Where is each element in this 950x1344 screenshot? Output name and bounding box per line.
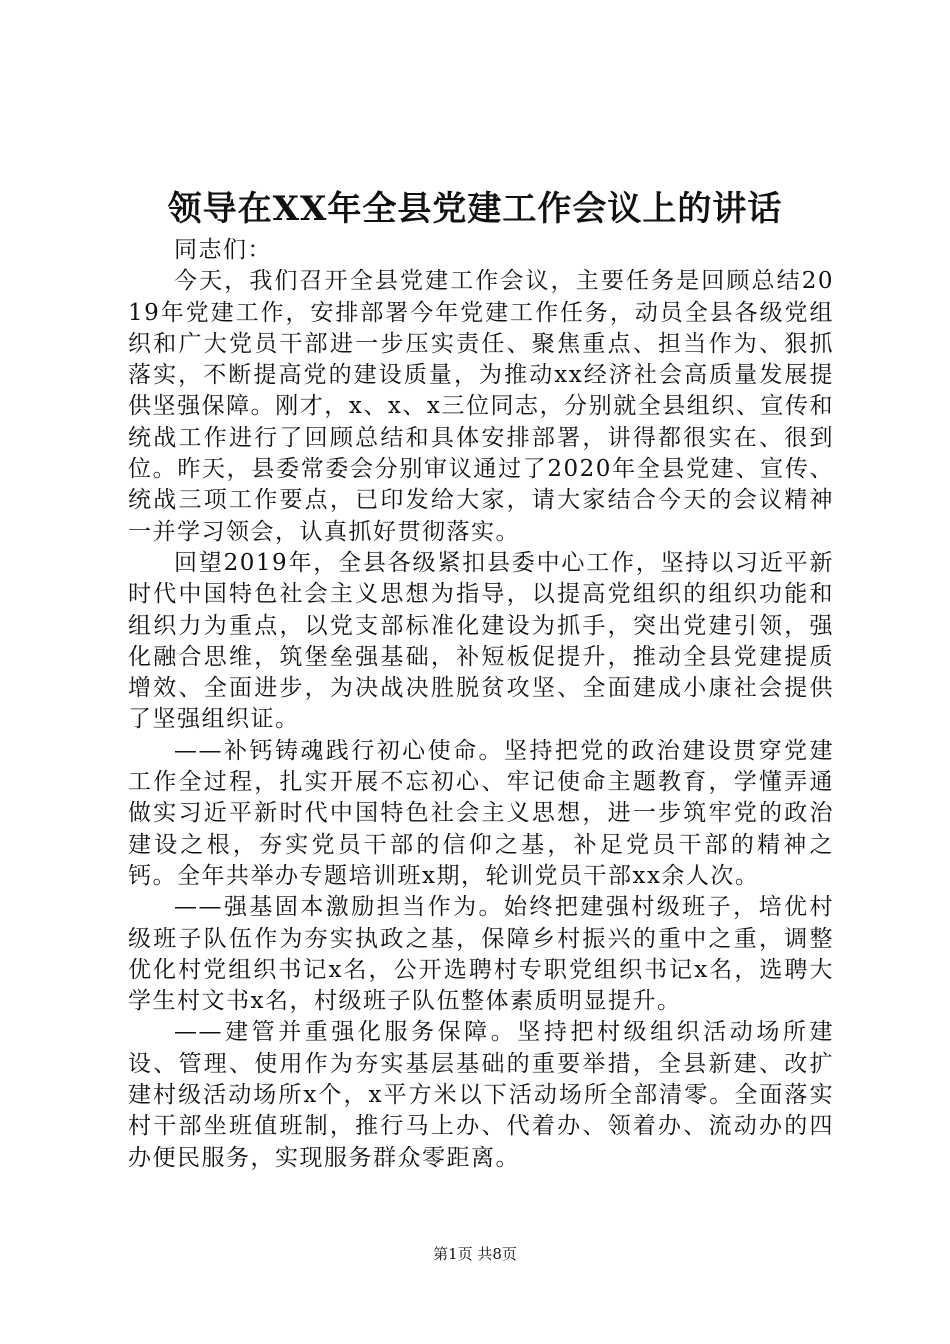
paragraph-4: ——强基固本激励担当作为。始终把建强村级班子，培优村级班子队伍作为夯实执政之基，保障乡村振兴的重中之重，调整优化村党组织书记x名，公开选聘村专职党组织书记x名，选聘大学生村文书x名，村级班子队伍整体素质明显提升。 <box>128 894 834 1015</box>
paragraph-1: 今天，我们召开全县党建工作会议，主要任务是回顾总结2019年党建工作，安排部署今年党建工作任务，动员全县各级党组织和广大党员干部进一步压实责任、聚焦重点、担当作为、狠抓落实，不断提高党的建设质量，为推动xx经济社会高质量发展提供坚强保障。刚才，x、x、x三位同志，分别就全县组织、宣传和统战工作进行了回顾总结和具体安排部署，讲得都很实在、很到位。昨天，县委常委会分别审议通过了2020年全县党建、宣传、统战三项工作要点，已印发给大家，请大家结合今天的会议精神一并学习领会，认真抓好贯彻落实。 <box>128 268 834 545</box>
page-number: 第1页 共8页 <box>433 1245 517 1263</box>
salutation: 同志们： <box>174 237 272 263</box>
document-title: 领导在XX年全县党建工作会议上的讲话 <box>167 189 783 229</box>
paragraph-2: 回望2019年，全县各级紧扣县委中心工作，坚持以习近平新时代中国特色社会主义思想为指导，以提高党组织的组织功能和组织力为重点，以党支部标准化建设为抓手，突出党建引领，强化融合思维，筑堡垒强基础，补短板促提升，推动全县党建提质增效、全面进步，为决战决胜脱贫攻坚、全面建成小康社会提供了坚强组织证。 <box>128 549 834 733</box>
paragraph-3: ——补钙铸魂践行初心使命。坚持把党的政治建设贯穿党建工作全过程，扎实开展不忘初心、牢记使命主题教育，学懂弄通做实习近平新时代中国特色社会主义思想，进一步筑牢党的政治建设之根，夯实党员干部的信仰之基，补足党员干部的精神之钙。全年共举办专题培训班x期，轮训党员干部xx余人次。 <box>128 737 834 889</box>
page-footer <box>0 1244 950 1264</box>
paragraph-5: ——建管并重强化服务保障。坚持把村级组织活动场所建设、管理、使用作为夯实基层基础的重要举措，全县新建、改扩建村级活动场所x个，x平方米以下活动场所全部清零。全面落实村干部坐班值班制，推行马上办、代着办、领着办、流动办的四办便民服务，实现服务群众零距离。 <box>128 1019 834 1171</box>
document-body <box>128 235 834 1174</box>
